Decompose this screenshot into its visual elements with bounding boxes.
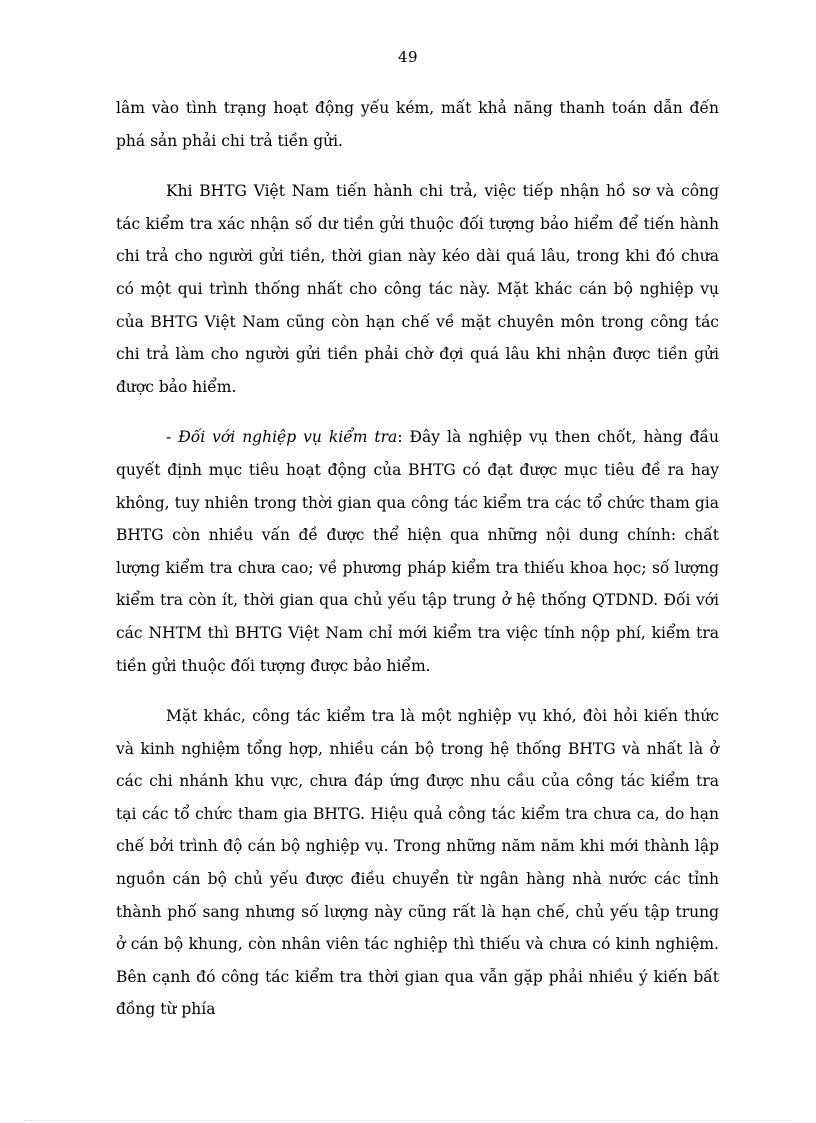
inspection-heading: Đối với nghiệp vụ kiểm tra bbox=[178, 428, 398, 447]
document-body bbox=[116, 92, 719, 1044]
paragraph-continuation: lâm vào tình trạng hoạt động yếu kém, mất khả năng thanh toán dẫn đến phá sản phải chi trả tiền gửi. bbox=[116, 99, 719, 150]
paragraph-inspection-difficulty: Mặt khác, công tác kiểm tra là một nghiệp vụ khó, đòi hỏi kiến thức và kinh nghiệm tổng hợp, nhiều cán bộ trong hệ thống BHTG và nhất là ở các chi nhánh khu vực, chưa đáp ứng được nhu cầu của công tác kiểm tra tại các tổ chức tham gia BHTG. Hiệu quả công tác kiểm tra chưa ca, do hạn chế bởi trình độ cán bộ nghiệp vụ. Trong những năm năm khi mới thành lập nguồn cán bộ chủ yếu được điều chuyển từ ngân hàng nhà nước các tỉnh thành phố sang nhưng số lượng này cũng rất là hạn chế, chủ yếu tập trung ở cán bộ khung, còn nhân viên tác nghiệp thì thiếu và chưa có kinh nghiệm. Bên cạnh đó công tác kiểm tra thời gian qua vẫn gặp phải nhiều ý kiến bất đồng từ phía bbox=[116, 707, 719, 1019]
paragraph-payout: Khi BHTG Việt Nam tiến hành chi trả, việc tiếp nhận hồ sơ và công tác kiểm tra xác nhận số dư tiền gửi thuộc đối tượng bảo hiểm để tiến hành chi trả cho người gửi tiền, thời gian này kéo dài quá lâu, trong khi đó chưa có một qui trình thống nhất cho công tác này. Mặt khác cán bộ nghiệp vụ của BHTG Việt Nam cũng còn hạn chế về mặt chuyên môn trong công tác chi trả làm cho người gửi tiền phải chờ đợi quá lâu khi nhận được tiền gửi được bảo hiểm. bbox=[116, 182, 719, 396]
page-number: 49 bbox=[397, 48, 419, 66]
inspection-text: : Đây là nghiệp vụ then chốt, hàng đầu quyết định mục tiêu hoạt động của BHTG có đạt được mục tiêu đề ra hay không, tuy nhiên trong thời gian qua công tác kiểm tra các tổ chức tham gia BHTG còn nhiều vấn đề được thể hiện qua những nội dung chính: chất lượng kiểm tra chưa cao; về phương pháp kiểm tra thiếu khoa học; số lượng kiểm tra còn ít, thời gian qua chủ yếu tập trung ở hệ thống QTDND. Đối với các NHTM thì BHTG Việt Nam chỉ mới kiểm tra việc tính nộp phí, kiểm tra tiền gửi thuộc đối tượng được bảo hiểm. bbox=[116, 428, 720, 675]
page-bottom-rule bbox=[24, 1120, 792, 1121]
list-dash: - bbox=[166, 428, 179, 447]
paragraph-inspection bbox=[116, 421, 719, 682]
